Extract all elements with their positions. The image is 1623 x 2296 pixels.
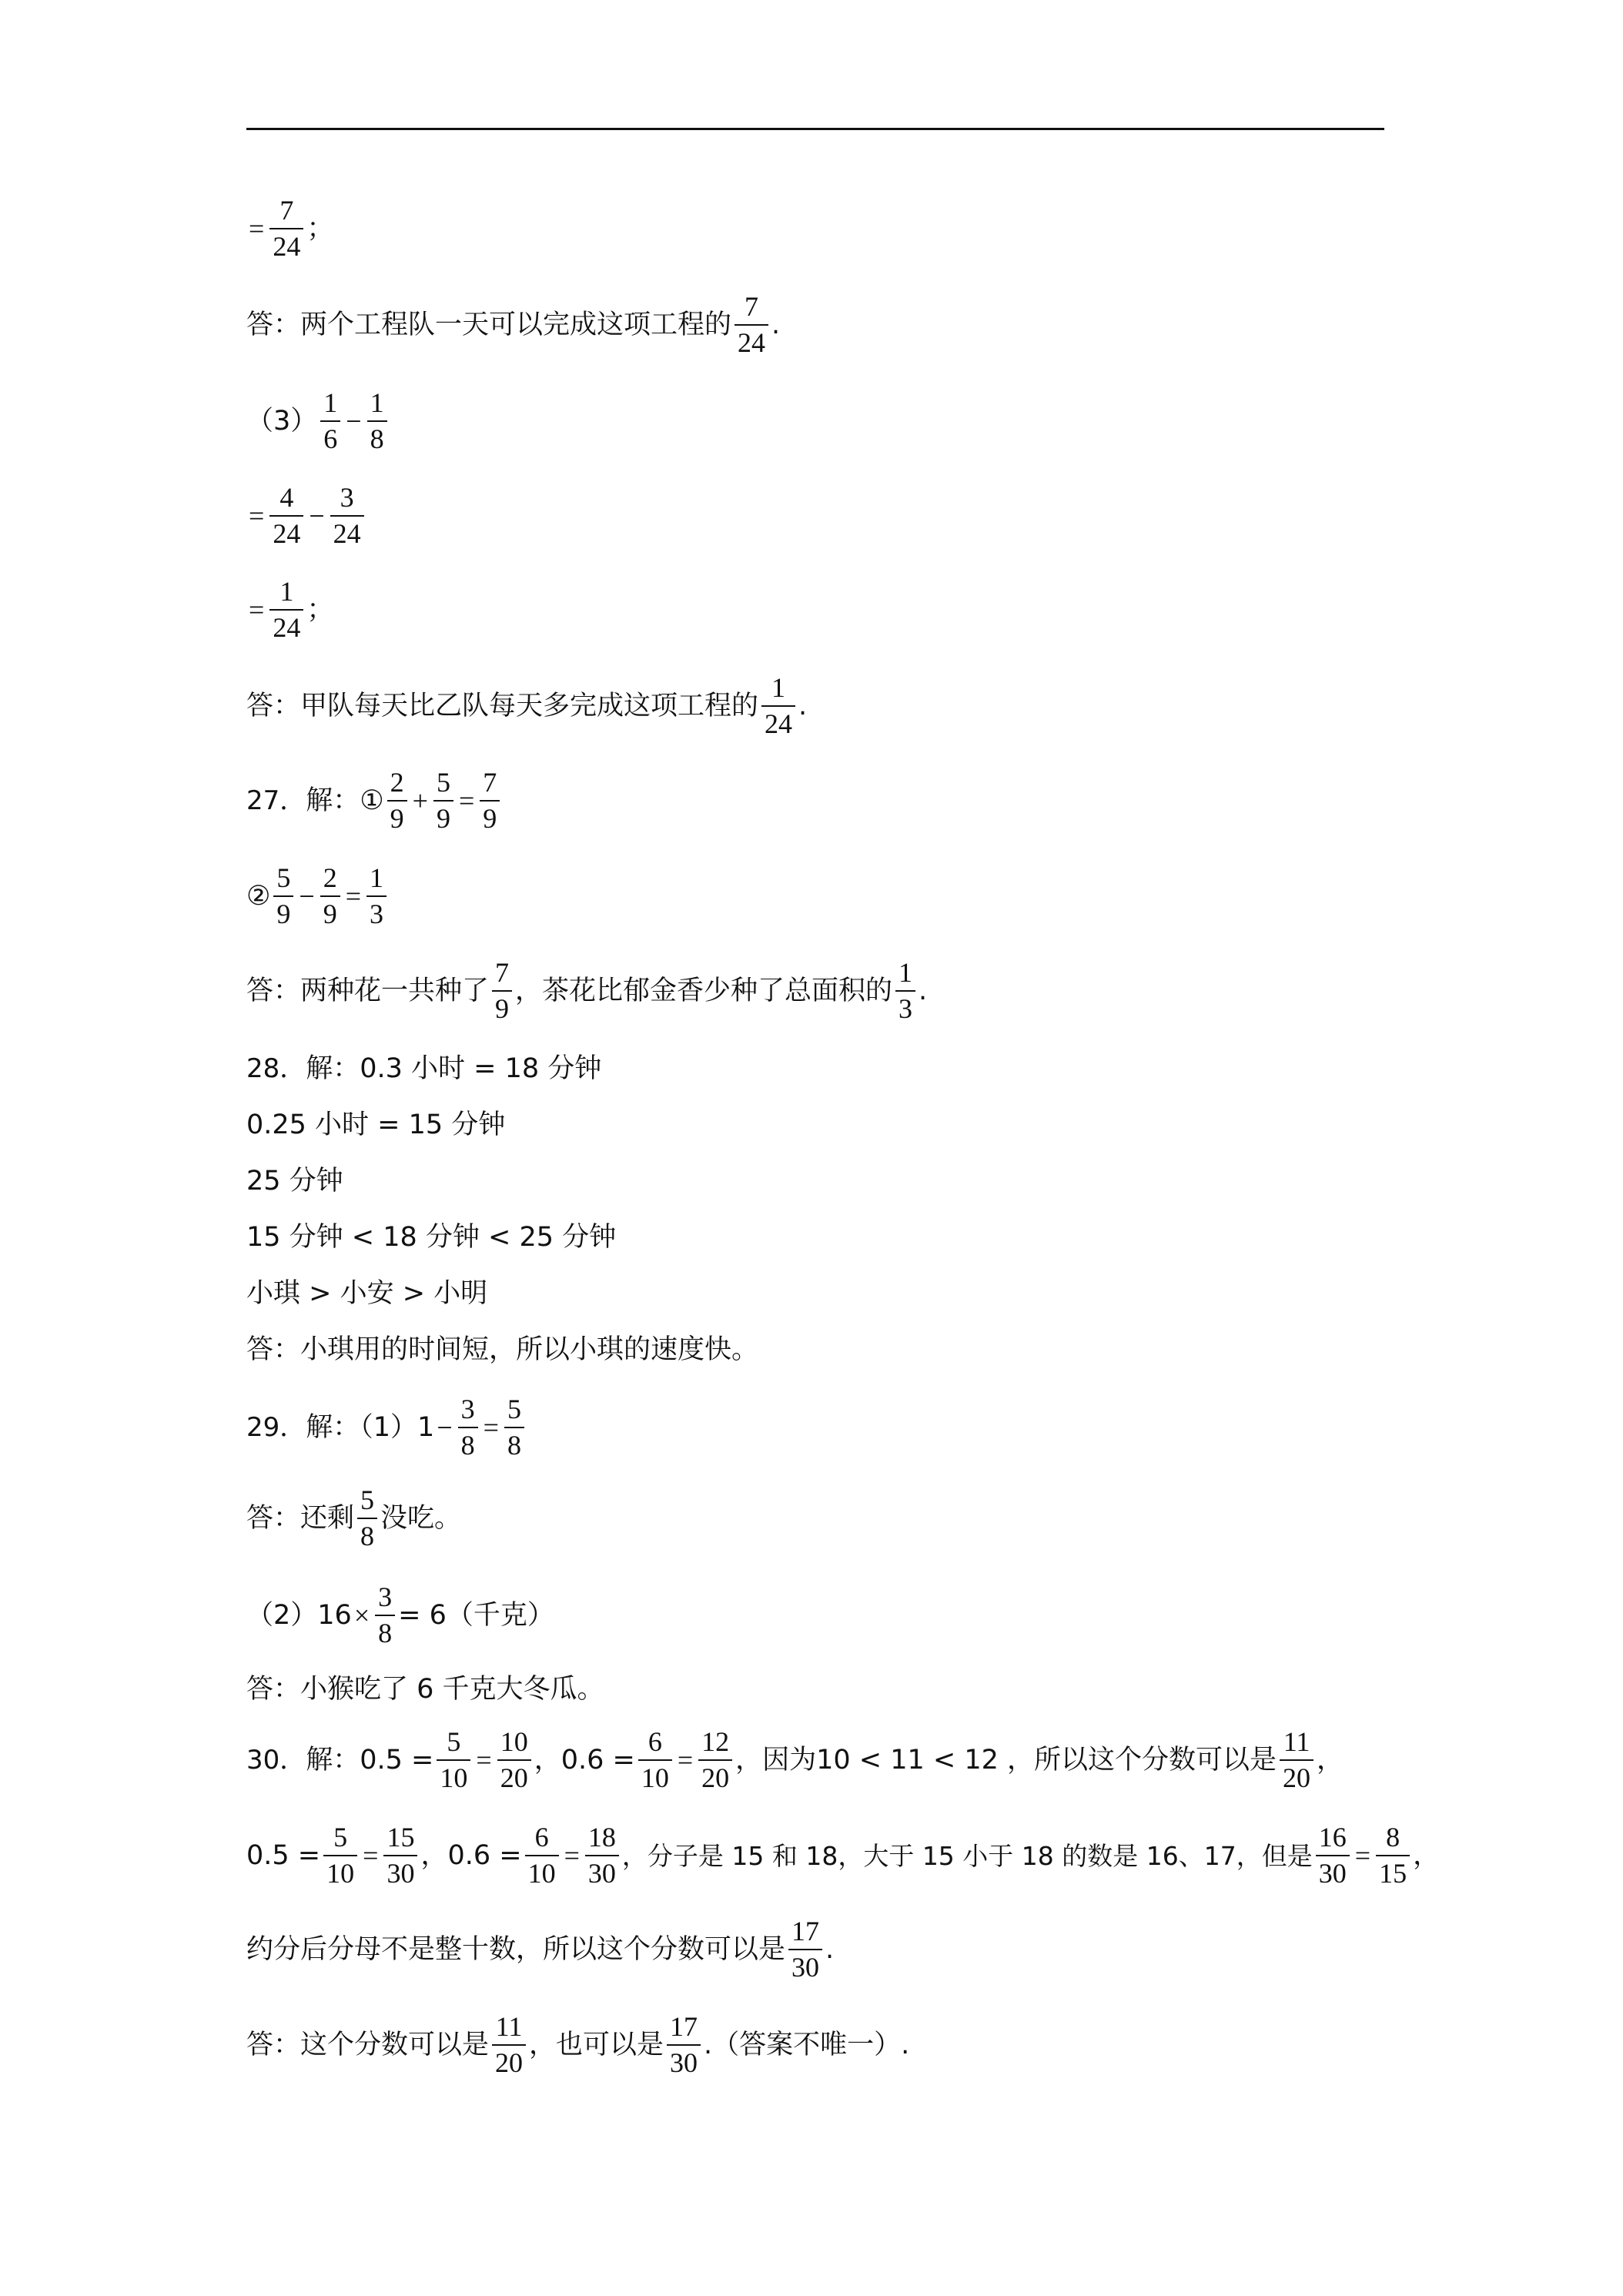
question-number: 28． xyxy=(246,1053,306,1084)
fraction: $\frac{18}{30}$ xyxy=(585,1823,619,1889)
answer-line: 答：两种花一共种了 $\frac{7}{9}$ ，茶花比郁金香少种了总面积的 $\frac{1}{3}$ . xyxy=(246,957,928,1024)
answer-line: 答：小猴吃了 6 千克大冬瓜。 xyxy=(246,1673,604,1705)
fraction: $\frac{5}{10}$ xyxy=(437,1728,470,1793)
answer-line: 答：还剩 $\frac{5}{8}$ 没吃。 xyxy=(246,1484,462,1551)
fraction: $\frac{1}{6}$ xyxy=(320,389,340,454)
question-number: 30． xyxy=(246,1745,306,1776)
fraction: $\frac{3}{8}$ xyxy=(458,1395,478,1461)
text-line: 15 分钟 < 18 分钟 < 25 分钟 xyxy=(246,1221,617,1253)
question-27: 27． 解：① $\frac{2}{9}$ + $\frac{5}{9}$ = $\frac{7}{9}$ xyxy=(246,768,503,834)
fraction: $\frac{8}{15}$ xyxy=(1376,1823,1410,1889)
fraction: $\frac{1}{24}$ xyxy=(269,577,303,643)
text-line: 0.25 小时 = 15 分钟 xyxy=(246,1109,506,1140)
question-number: 27． xyxy=(246,785,306,817)
answer-line: 答：这个分数可以是 $\frac{11}{20}$ ，也可以是 $\frac{17}{30}$ .（答案不唯一）. xyxy=(246,2011,910,2078)
answer-line: 答：甲队每天比乙队每天多完成这项工程的 $\frac{1}{24}$ . xyxy=(246,672,808,739)
text-line: 约分后分母不是整十数，所以这个分数可以是 $\frac{17}{30}$ . xyxy=(246,1916,835,1983)
fraction: $\frac{1}{8}$ xyxy=(367,389,387,454)
fraction: $\frac{2}{9}$ xyxy=(387,768,407,834)
equals-sign: = xyxy=(249,213,265,245)
fraction: $\frac{11}{20}$ xyxy=(1280,1728,1313,1793)
equation-line: = $\frac{1}{24}$ ； xyxy=(249,576,334,643)
question-28: 28． 解：0.3 小时 = 18 分钟 xyxy=(246,1053,602,1084)
fraction: $\frac{3}{24}$ xyxy=(330,484,364,549)
header-rule xyxy=(246,128,1384,130)
equation-line: （2）16 × $\frac{3}{8}$ = 6（千克） xyxy=(246,1581,554,1648)
question-number: 29． xyxy=(246,1412,306,1444)
fraction: $\frac{5}{8}$ xyxy=(504,1395,524,1461)
fraction: $\frac{2}{9}$ xyxy=(320,864,340,929)
equation-line: 0.5 = $\frac{5}{10}$ = $\frac{15}{30}$ ，0.6 = $\frac{6}{10}$ = $\frac{18}{30}$ ，分子是 15 和 18，大于 15 小于 18 的数是 16、17，但是 $\frac{16}{30}$ = $\frac{8}{15}$ ， xyxy=(246,1822,1441,1889)
fraction: $\frac{5}{9}$ xyxy=(433,768,453,834)
question-30: 30． 解：0.5 = $\frac{5}{10}$ = $\frac{10}{20}$ ，0.6 = $\frac{6}{10}$ = $\frac{12}{20}$ ，因为10 < 11 < 12 ，所以这个分数可以是 $\frac{11}{20}$ ， xyxy=(246,1726,1344,1793)
fraction: $\frac{1}{3}$ xyxy=(366,864,387,929)
answer-line: 答：小琪用的时间短，所以小琪的速度快。 xyxy=(246,1334,759,1365)
fraction: $\frac{5}{10}$ xyxy=(323,1823,357,1889)
fraction: $\frac{6}{10}$ xyxy=(525,1823,559,1889)
fraction: $\frac{12}{20}$ xyxy=(698,1728,732,1793)
text-line: 小琪 > 小安 > 小明 xyxy=(246,1277,488,1309)
fraction: $\frac{3}{8}$ xyxy=(375,1583,395,1648)
line-result-7-24: = $\frac{7}{24}$ ； xyxy=(249,195,334,262)
fraction: $\frac{4}{24}$ xyxy=(269,484,303,549)
fraction: $\frac{15}{30}$ xyxy=(383,1823,417,1889)
fraction: $\frac{7}{9}$ xyxy=(492,959,512,1024)
equation-line: = $\frac{4}{24}$ − $\frac{3}{24}$ xyxy=(246,484,367,549)
fraction: $\frac{10}{20}$ xyxy=(497,1728,531,1793)
fraction: $\frac{7}{9}$ xyxy=(480,768,500,834)
equation-line: ② $\frac{5}{9}$ − $\frac{2}{9}$ = $\frac{1}{3}$ xyxy=(246,864,390,929)
fraction: $\frac{7}{24}$ xyxy=(269,196,303,262)
fraction: $\frac{17}{30}$ xyxy=(788,1917,822,1983)
fraction: $\frac{6}{10}$ xyxy=(638,1728,672,1793)
fraction: $\frac{11}{20}$ xyxy=(492,2013,526,2078)
text-line: 25 分钟 xyxy=(246,1165,343,1197)
sub-question-3: （3） $\frac{1}{6}$ − $\frac{1}{8}$ xyxy=(246,389,390,454)
fraction: $\frac{1}{3}$ xyxy=(895,959,915,1024)
answer-line: 答：两个工程队一天可以完成这项工程的 $\frac{7}{24}$ . xyxy=(246,291,781,358)
question-29: 29． 解：（1）1 − $\frac{3}{8}$ = $\frac{5}{8}$ xyxy=(246,1395,527,1461)
fraction: $\frac{5}{9}$ xyxy=(273,864,293,929)
fraction: $\frac{16}{30}$ xyxy=(1316,1823,1350,1889)
fraction: $\frac{7}{24}$ xyxy=(735,293,768,358)
fraction: $\frac{1}{24}$ xyxy=(761,674,795,739)
fraction: $\frac{17}{30}$ xyxy=(667,2013,701,2078)
fraction: $\frac{5}{8}$ xyxy=(357,1486,377,1551)
